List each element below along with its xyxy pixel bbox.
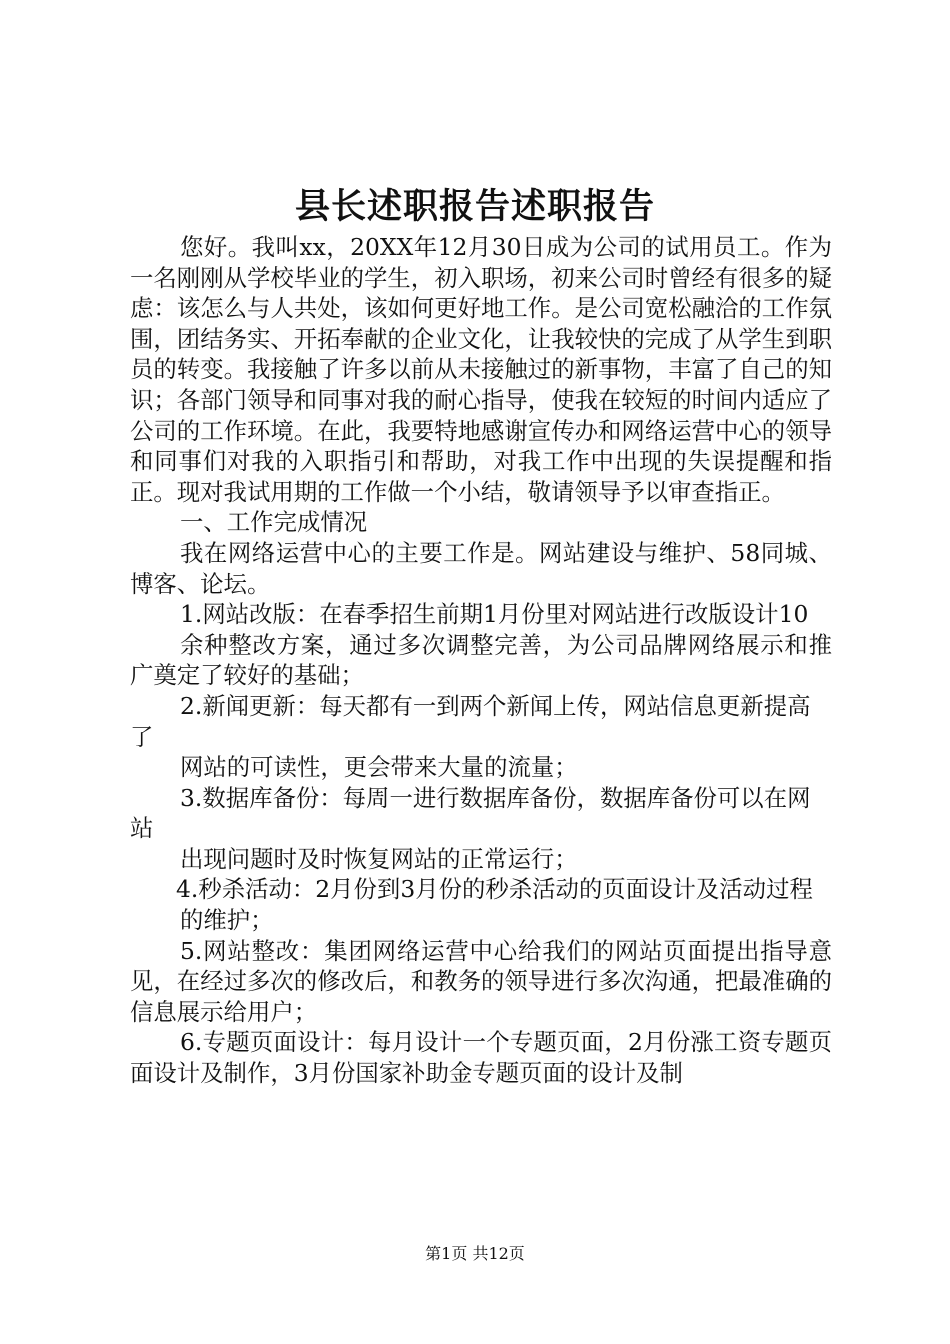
list-item-5: 5.网站整改：集团网络运营中心给我们的网站页面提出指导意见，在经过多次的修改后，和教务的领导进行多次沟通，把最准确的信息展示给用户； [130, 936, 832, 1026]
list-item-4: 4.秒杀活动：2月份到3月份的秒杀活动的页面设计及活动过程 [176, 875, 813, 904]
list-item-1-cont: 余种整改方案，通过多次调整完善，为公司品牌网络展示和推广奠定了较好的基础； [130, 630, 832, 690]
section-heading: 一、工作完成情况 [180, 508, 368, 537]
page-indicator: 第1页 共12页 [425, 1244, 525, 1263]
list-item-3-cont: 出现问题时及时恢复网站的正常运行； [180, 844, 578, 873]
list-item-2: 2.新闻更新：每天都有一到两个新闻上传，网站信息更新提高了 [130, 691, 811, 751]
paragraph-intro: 您好。我叫xx，20XX年12月30日成为公司的试用员工。作为一名刚刚从学校毕业的学生，初入职场，初来公司时曾经有很多的疑虑：该怎么与人共处，该如何更好地工作。是公司宽松融洽的工作氛围，团结务实、开拓奉献的企业文化，让我较快的完成了从学生到职员的转变。我接触了许多以前从未接触过的新事物，丰富了自己的知识；各部门领导和同事对我的耐心指导，使我在较短的时间内适应了公司的工作环境。在此，我要特地感谢宣传办和网络运营中心的领导和同事们对我的入职指引和帮助，对我工作中出现的失误提醒和指正。现对我试用期的工作做一个小结，敬请领导予以审查指正。 [130, 233, 832, 506]
list-item-2-cont: 网站的可读性，更会带来大量的流量； [180, 753, 578, 782]
paragraph-main-work: 我在网络运营中心的主要工作是。网站建设与维护、58同城、博客、论坛。 [130, 538, 832, 598]
list-item-4-cont: 的维护； [180, 906, 274, 935]
list-item-3: 3.数据库备份：每周一进行数据库备份，数据库备份可以在网站 [130, 783, 811, 843]
document-body [130, 232, 832, 1089]
list-item-6: 6.专题页面设计：每月设计一个专题页面，2月份涨工资专题页面设计及制作，3月份国家补助金专题页面的设计及制 [130, 1028, 832, 1088]
document-title: 县长述职报告述职报告 [294, 186, 655, 227]
list-item-1: 1.网站改版：在春季招生前期1月份里对网站进行改版设计10 [180, 600, 809, 629]
